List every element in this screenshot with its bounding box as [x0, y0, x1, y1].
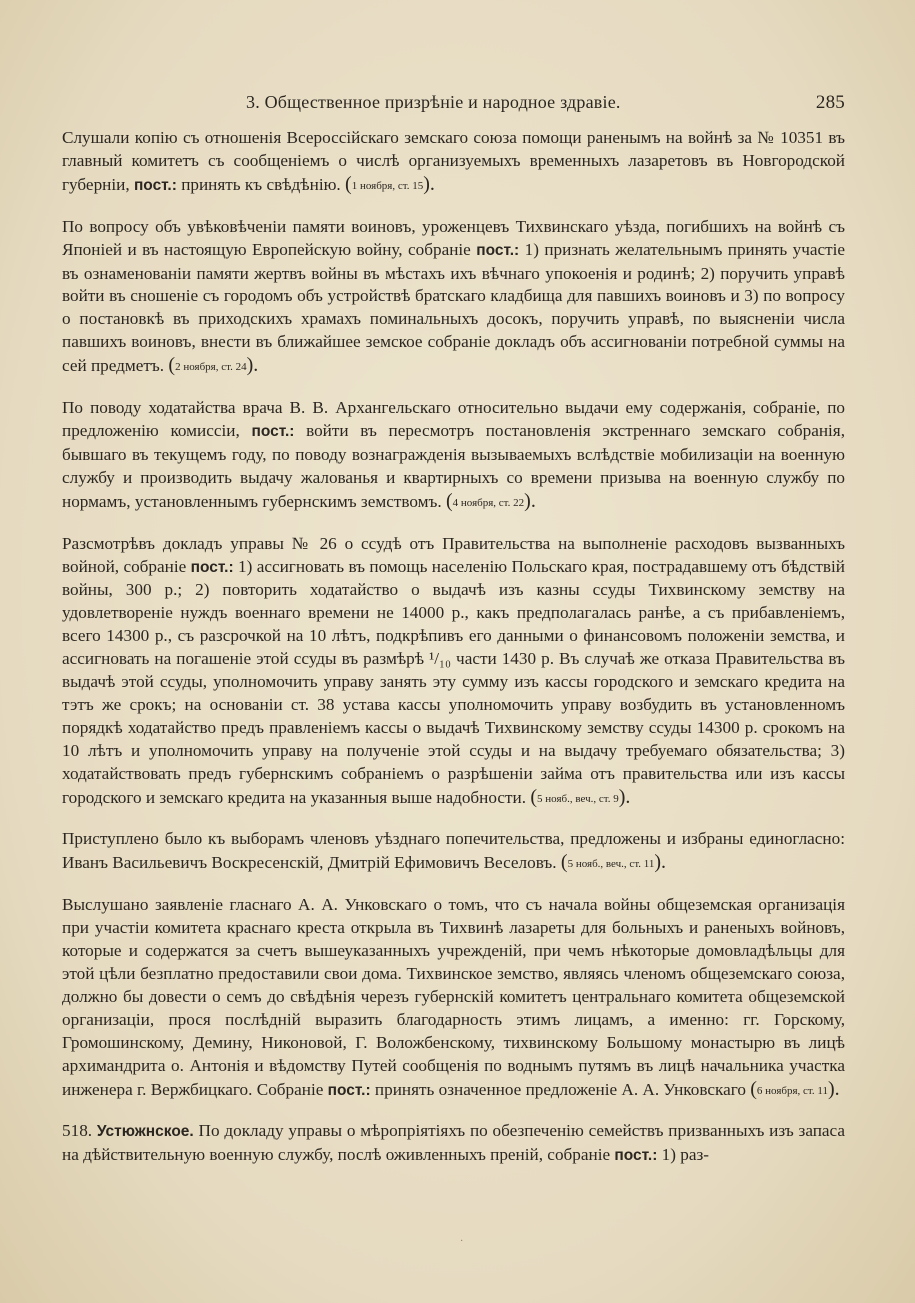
- paragraph-5: Приступлено было къ выборамъ членовъ уѣзднаго попечительства, предложены и избраны единогласно: Иванъ Васильевичъ Воскресенскій, Дмитрій Ефимовичъ Веселовъ. (5 нояб., веч., ст. 11).: [62, 829, 845, 874]
- reference: 6 ноября, ст. 11: [756, 1084, 829, 1097]
- paragraph-1: Слушали копію съ отношенія Всероссійскаго земскаго союза помощи раненымъ на войнѣ за № 10351 въ главный комитетъ съ сообщеніемъ о числѣ организуемыхъ временныхъ лазаретовъ въ Новгородской губерніи, пост.: принять къ свѣдѣнію. (1 ноября, ст. 15).: [62, 128, 845, 195]
- body-text: [62, 127, 845, 1186]
- page-header: [60, 92, 845, 116]
- paragraph-6: Выслушано заявленіе гласнаго А. А. Унковскаго о томъ, что съ начала войны общеземская организація при участіи комитета краснаго креста открыла въ Тихвинѣ лазареты для больныхъ и раненыхъ войновъ, которые и содержатся за счетъ вышеуказанныхъ учрежденій, при чемъ нѣкоторые домовладѣльцы для этой цѣли безплатно предоставили свои дома. Тихвинское земство, являясь членомъ общеземскаго союза, должно бы довести о семъ до свѣдѣнія черезъ губернскій комитетъ центральнаго комитета общеземской организаціи, прося послѣдній выразить благодарность этимъ лицамъ, а именно: гг. Горскому, Громошинскому, Демину, Никоновой, Г. Воложбенскому, тихвинскому Большому монастырю въ лицѣ архимандрита о. Антонія и вѣдомству Путей сообщенія по воднымъ путямъ въ лицѣ начальника участка инженера г. Вержбицкаго. Собраніе пост.: принять означенное предложеніе А. А. Унковскаго (6 ноября, ст. 11).: [62, 895, 845, 1100]
- reference: 1 ноября, ст. 15: [351, 179, 424, 192]
- paragraph-4: Разсмотрѣвъ докладъ управы № 26 о ссудѣ отъ Правительства на выполненіе расходовъ вызванныхъ войной, собраніе пост.: 1) ассигновать въ помощь населенію Польскаго края, пострадавшему отъ бѣдствій войны, 300 р.; 2) повторить ходатайство о выдачѣ изъ казны ссуды Тихвинскому земству на удовлетвореніе нуждъ военнаго времени не 14000 р., какъ предполагалась ранѣе, а съ прибавленіемъ, всего 14300 р., съ разсрочкой на 10 лѣтъ, подкрѣпивъ его данными о финансовомъ положеніи земства, и ассигновать на погашеніе этой ссуды въ размѣрѣ ¹/₁₀ части 1430 р. Въ случаѣ же отказа Правительства въ выдачѣ этой ссуды, уполномочить управу занять эту сумму изъ кассы городского и земскаго кредита на тэтъ же срокъ; на основаніи ст. 38 устава кассы уполномочить управу возбудить въ установленномъ порядкѣ ходатайство предъ правленіемъ кассы о выдачѣ Тихвинскому земству ссуды 14300 р. срокомъ на 10 лѣтъ и уполномочить управу на полученіе этой ссуды и на выдачу требуемаго обязательства; 3) ходатайствовать предъ губернскимъ собраніемъ о разрѣшеніи займа отъ правительства или изъ кассы городского и земскаго кредита на указанныя выше надобности. (5 нояб., веч., ст. 9).: [62, 533, 846, 808]
- reference: 5 нояб., веч., ст. 11: [567, 858, 655, 871]
- page-number: 285: [815, 92, 845, 113]
- page-speck: ·: [460, 1236, 464, 1247]
- paragraph-2: По вопросу объ увѣковѣченіи памяти воиновъ, уроженцевъ Тихвинскаго уѣзда, погибшихъ на войнѣ съ Японіей и въ настоящую Европейскую войну, собраніе пост.: 1) признать желательнымъ принять участіе въ ознаменованіи памяти жертвъ войны въ мѣстахъ ихъ вѣчнаго упокоенія и родинѣ; 2) поручить управѣ войти въ сношеніе съ городомъ объ устройствѣ братскаго кладбища для павшихъ воиновъ и 3) по вопросу о постановкѣ въ приходскихъ храмахъ поминальныхъ досокъ, поручить управѣ, по выясненіи числа павшихъ воиновъ, внести въ ближайшее земское собраніе докладъ объ ассигнованіи потребной суммы на сей предметъ. (2 ноября, ст. 24).: [62, 216, 846, 377]
- paragraph-7: 518. Устюжнское. По докладу управы о мѣропріятіяхъ по обезпеченію семействъ призванныхъ изъ запаса на дѣйствительную военную службу, послѣ оживленныхъ преній, собраніе пост.: 1) раз-: [62, 1121, 846, 1165]
- reference: 4 ноября, ст. 22: [452, 496, 525, 509]
- reference: 2 ноября, ст. 24: [175, 361, 247, 374]
- paragraph-3: По поводу ходатайства врача В. В. Архангельскаго относительно выдачи ему содержанія, собраніе, по предложенію комиссіи, пост.: войти въ пересмотръ постановленія экстреннаго земскаго собранія, бывшаго въ текущемъ году, по поводу вознагражденія вызываемыхъ вслѣдствіе мобилизаціи на военную службу и производить выдачу жалованья и квартирныхъ со времени призыва на военную службу по нормамъ, установленнымъ губернскимъ земствомъ. (4 ноября, ст. 22).: [62, 398, 846, 512]
- running-title: 3. Общественное призрѣніе и народное здравіе.: [246, 92, 621, 112]
- reference: 5 нояб., веч., ст. 9: [537, 792, 619, 805]
